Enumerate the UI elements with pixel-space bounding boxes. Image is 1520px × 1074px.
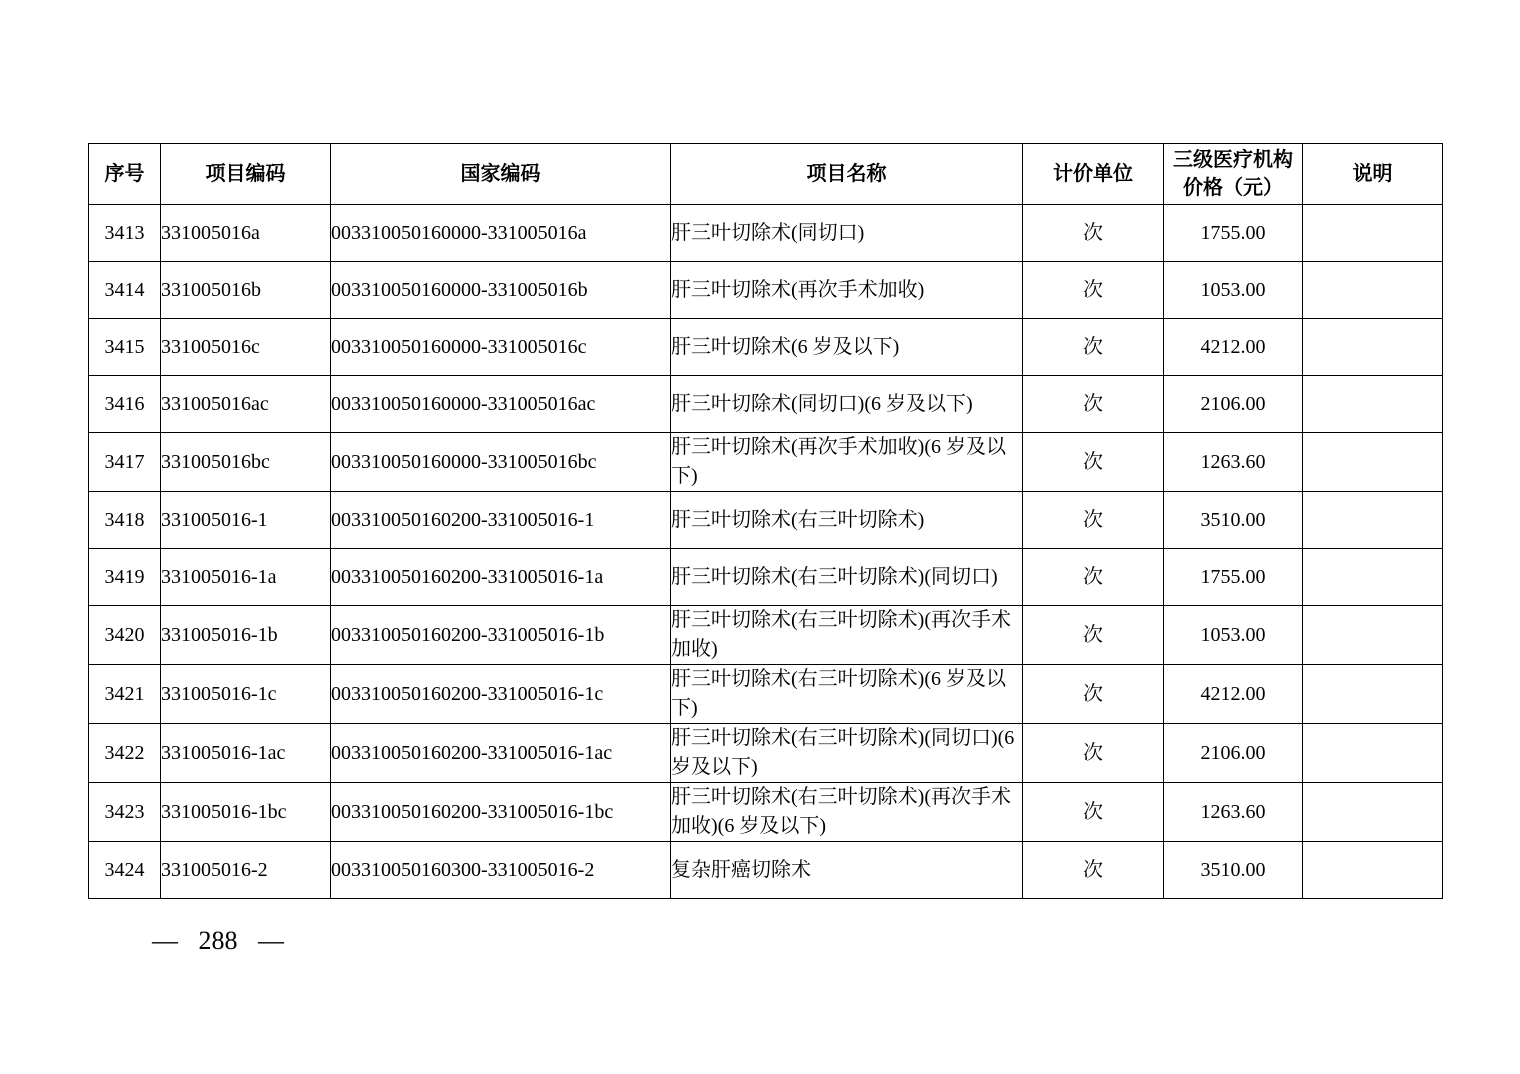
column-header-unit: 计价单位 [1023, 144, 1164, 205]
cell-unit: 次 [1023, 665, 1164, 724]
cell-seq: 3416 [89, 376, 161, 433]
cell-price: 1263.60 [1164, 433, 1303, 492]
cell-item-code: 331005016-1c [161, 665, 331, 724]
cell-note [1303, 205, 1443, 262]
cell-price: 1263.60 [1164, 783, 1303, 842]
table-row [89, 724, 1443, 783]
cell-seq: 3421 [89, 665, 161, 724]
cell-note [1303, 665, 1443, 724]
cell-seq: 3422 [89, 724, 161, 783]
cell-name: 肝三叶切除术(右三叶切除术)(再次手术加收)(6 岁及以下) [671, 783, 1023, 842]
cell-price: 1053.00 [1164, 606, 1303, 665]
cell-national-code: 003310050160000-331005016b [331, 262, 671, 319]
cell-national-code: 003310050160200-331005016-1c [331, 665, 671, 724]
cell-seq: 3415 [89, 319, 161, 376]
cell-note [1303, 724, 1443, 783]
cell-national-code: 003310050160000-331005016a [331, 205, 671, 262]
cell-item-code: 331005016a [161, 205, 331, 262]
cell-national-code: 003310050160200-331005016-1b [331, 606, 671, 665]
cell-price: 4212.00 [1164, 665, 1303, 724]
cell-item-code: 331005016-1bc [161, 783, 331, 842]
cell-name: 肝三叶切除术(6 岁及以下) [671, 319, 1023, 376]
cell-price: 1755.00 [1164, 205, 1303, 262]
cell-seq: 3419 [89, 549, 161, 606]
cell-note [1303, 606, 1443, 665]
cell-unit: 次 [1023, 376, 1164, 433]
cell-name: 肝三叶切除术(再次手术加收)(6 岁及以下) [671, 433, 1023, 492]
table-body [89, 205, 1443, 899]
cell-note [1303, 492, 1443, 549]
cell-national-code: 003310050160200-331005016-1ac [331, 724, 671, 783]
cell-note [1303, 783, 1443, 842]
cell-name: 复杂肝癌切除术 [671, 842, 1023, 899]
cell-name: 肝三叶切除术(右三叶切除术) [671, 492, 1023, 549]
table-row [89, 492, 1443, 549]
cell-national-code: 003310050160200-331005016-1 [331, 492, 671, 549]
cell-unit: 次 [1023, 433, 1164, 492]
cell-national-code: 003310050160200-331005016-1a [331, 549, 671, 606]
page-number: — 288 — [152, 926, 284, 955]
cell-name: 肝三叶切除术(同切口) [671, 205, 1023, 262]
cell-note [1303, 262, 1443, 319]
cell-national-code: 003310050160000-331005016bc [331, 433, 671, 492]
cell-national-code: 003310050160000-331005016ac [331, 376, 671, 433]
column-header-national-code: 国家编码 [331, 144, 671, 205]
cell-item-code: 331005016c [161, 319, 331, 376]
cell-price: 2106.00 [1164, 724, 1303, 783]
cell-name: 肝三叶切除术(右三叶切除术)(同切口) [671, 549, 1023, 606]
cell-item-code: 331005016ac [161, 376, 331, 433]
column-header-note: 说明 [1303, 144, 1443, 205]
cell-seq: 3413 [89, 205, 161, 262]
cell-seq: 3417 [89, 433, 161, 492]
cell-seq: 3424 [89, 842, 161, 899]
table-row [89, 665, 1443, 724]
cell-item-code: 331005016-1 [161, 492, 331, 549]
cell-price: 1755.00 [1164, 549, 1303, 606]
cell-note [1303, 376, 1443, 433]
cell-national-code: 003310050160200-331005016-1bc [331, 783, 671, 842]
cell-unit: 次 [1023, 205, 1164, 262]
table-row [89, 783, 1443, 842]
column-header-price: 三级医疗机构价格（元） [1164, 144, 1303, 205]
cell-item-code: 331005016b [161, 262, 331, 319]
cell-unit: 次 [1023, 319, 1164, 376]
cell-note [1303, 842, 1443, 899]
cell-unit: 次 [1023, 549, 1164, 606]
cell-unit: 次 [1023, 606, 1164, 665]
cell-price: 2106.00 [1164, 376, 1303, 433]
cell-seq: 3423 [89, 783, 161, 842]
table-row [89, 433, 1443, 492]
cell-price: 3510.00 [1164, 492, 1303, 549]
cell-seq: 3414 [89, 262, 161, 319]
header-row [89, 144, 1443, 205]
column-header-item-code: 项目编码 [161, 144, 331, 205]
cell-name: 肝三叶切除术(再次手术加收) [671, 262, 1023, 319]
cell-note [1303, 319, 1443, 376]
cell-item-code: 331005016-2 [161, 842, 331, 899]
cell-name: 肝三叶切除术(同切口)(6 岁及以下) [671, 376, 1023, 433]
cell-item-code: 331005016-1a [161, 549, 331, 606]
table-row [89, 319, 1443, 376]
column-header-seq: 序号 [89, 144, 161, 205]
cell-note [1303, 433, 1443, 492]
cell-name: 肝三叶切除术(右三叶切除术)(再次手术加收) [671, 606, 1023, 665]
cell-item-code: 331005016bc [161, 433, 331, 492]
cell-item-code: 331005016-1b [161, 606, 331, 665]
table-row [89, 376, 1443, 433]
price-table-header [89, 144, 1443, 205]
cell-unit: 次 [1023, 724, 1164, 783]
cell-price: 4212.00 [1164, 319, 1303, 376]
cell-unit: 次 [1023, 492, 1164, 549]
cell-name: 肝三叶切除术(右三叶切除术)(同切口)(6 岁及以下) [671, 724, 1023, 783]
table-row [89, 549, 1443, 606]
cell-price: 3510.00 [1164, 842, 1303, 899]
cell-note [1303, 549, 1443, 606]
price-table [88, 143, 1443, 899]
table-row [89, 842, 1443, 899]
table-row [89, 205, 1443, 262]
column-header-name: 项目名称 [671, 144, 1023, 205]
cell-item-code: 331005016-1ac [161, 724, 331, 783]
cell-seq: 3418 [89, 492, 161, 549]
cell-name: 肝三叶切除术(右三叶切除术)(6 岁及以下) [671, 665, 1023, 724]
cell-seq: 3420 [89, 606, 161, 665]
table-row [89, 606, 1443, 665]
cell-national-code: 003310050160300-331005016-2 [331, 842, 671, 899]
cell-price: 1053.00 [1164, 262, 1303, 319]
cell-unit: 次 [1023, 842, 1164, 899]
table-row [89, 262, 1443, 319]
cell-national-code: 003310050160000-331005016c [331, 319, 671, 376]
cell-unit: 次 [1023, 262, 1164, 319]
cell-unit: 次 [1023, 783, 1164, 842]
